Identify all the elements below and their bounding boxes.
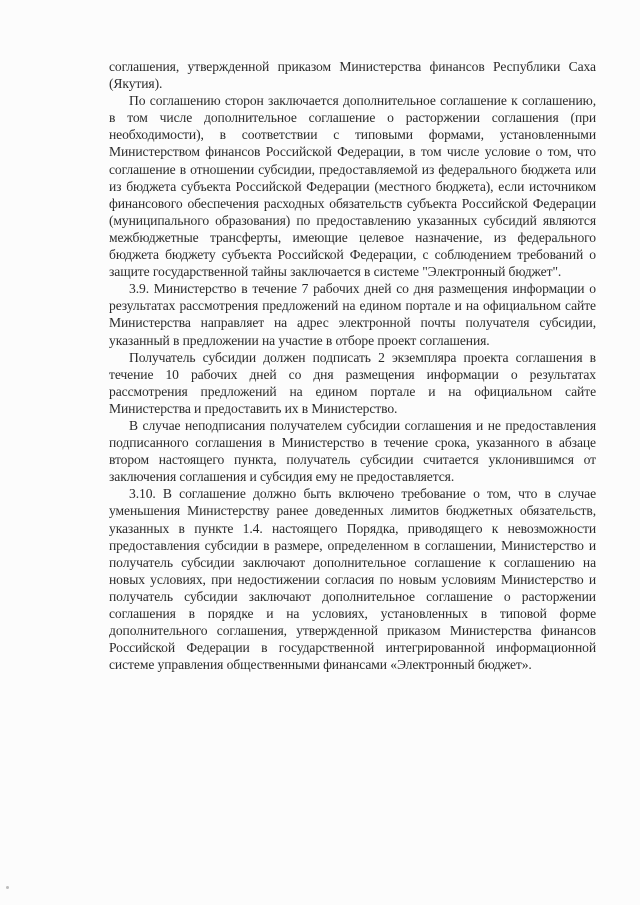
paragraph-clause-3-9: 3.9. Министерство в течение 7 рабочих дней со дня размещения информации о результатах рассмотрения предложений на едином портале и на официальном сайте Министерства направляет на адрес электронной почты получателя субсидии, указанный в предложении на участие в отборе проект соглашения. — [109, 281, 596, 348]
scan-artifact — [6, 886, 9, 889]
paragraph-continuation: соглашения, утвержденной приказом Министерства финансов Республики Саха (Якутия). — [109, 59, 596, 92]
paragraph-additional-agreement: По соглашению сторон заключается дополнительное соглашение к соглашению, в том числе дополнительное соглашение о расторжении соглашения (при необходимости), в соответствии с типовыми формами, установленными Министерством финансов Российской Федерации, в том числе условие о том, что соглашение в отношении субсидии, предоставляемой из федерального бюджета или из бюджета субъекта Российской Федерации (местного бюджета), если источником финансового обеспечения расходных обязательств субъекта Российской Федерации (муниципального образования) по предоставлению указанных субсидий являются межбюджетные трансферты, имеющие целевое назначение, из федерального бюджета бюджету субъекта Российской Федерации, с соблюдением требований о защите государственной тайны заключается в системе "Электронный бюджет". — [109, 93, 596, 280]
paragraph-clause-3-10: 3.10. В соглашение должно быть включено требование о том, что в случае уменьшения Министерству ранее доведенных лимитов бюджетных обязательств, указанных в пункте 1.4. настоящего Порядка, приводящего к невозможности предоставления субсидии в размере, определенном в соглашении, Министерство и получатель субсидии заключают дополнительное соглашение к соглашению на новых условиях, при недостижении согласия по новым условиям Министерство и получатель субсидии заключают дополнительное соглашение о расторжении соглашения в порядке и на условиях, установленных в типовой форме дополнительного соглашения, утвержденной приказом Министерства финансов Российской Федерации в государственной интегрированной информационной системе управления общественными финансами «Электронный бюджет». — [109, 486, 596, 673]
paragraph-recipient-signing: Получатель субсидии должен подписать 2 экземпляра проекта соглашения в течение 10 рабочих дней со дня размещения информации о результатах рассмотрения предложений на едином портале и на официальном сайте Министерства и предоставить их в Министерство. — [109, 349, 596, 416]
document-body — [109, 58, 596, 673]
paragraph-non-signing: В случае неподписания получателем субсидии соглашения и не предоставления подписанного соглашения в Министерство в течение срока, указанного в абзаце втором настоящего пункта, получатель субсидии считается уклонившимся от заключения соглашения и субсидия ему не предоставляется. — [109, 417, 596, 485]
